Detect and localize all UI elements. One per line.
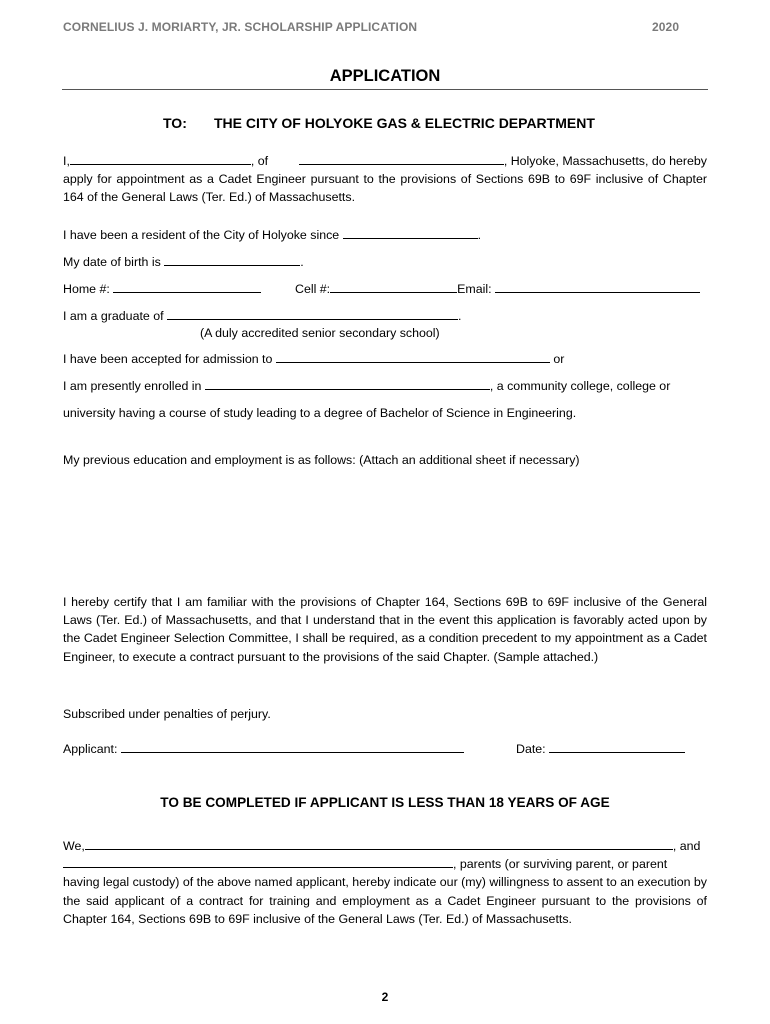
form-header-title: CORNELIUS J. MORIARTY, JR. SCHOLARSHIP APPLICATION [63, 20, 418, 34]
intro-rest-text: apply for appointment as a Cadet Engineer pursuant to the provisions of Sections 69B to 69F inclusive of Chapter 164 of the General Laws (Ter. Ed.) of Massachusetts. [63, 172, 707, 205]
applicant-signature-field[interactable] [121, 740, 464, 753]
intro-paragraph [63, 152, 707, 207]
date-line [516, 740, 685, 758]
guardian-names-field-2[interactable] [63, 855, 453, 868]
applicant-signature-line [63, 740, 464, 758]
minor-second-line [63, 855, 707, 873]
applicant-address-field[interactable] [299, 152, 504, 165]
intro-i-label: I, [63, 154, 70, 168]
cell-phone-field[interactable] [330, 280, 457, 293]
and-label: , and [672, 839, 701, 853]
intro-name-group [63, 152, 268, 170]
resident-since-field[interactable] [343, 226, 478, 239]
intro-first-line [63, 152, 707, 170]
enrolled-label: I am presently enrolled in [63, 379, 202, 393]
previous-education-area[interactable] [63, 472, 707, 584]
enrolled-school-field[interactable] [205, 377, 490, 390]
intro-address-group [299, 152, 707, 170]
cell-group [295, 280, 700, 298]
dob-line [63, 253, 304, 271]
accepted-line [63, 350, 564, 368]
contact-line [63, 280, 261, 298]
email-field[interactable] [495, 280, 700, 293]
minor-first-line [63, 837, 707, 855]
university-text: university having a course of study leading to a degree of Bachelor of Science in Engineering. [63, 406, 577, 420]
date-label: Date: [516, 742, 546, 756]
guardian-names-field[interactable] [85, 837, 673, 850]
minor-parents-group [63, 855, 667, 873]
dob-label: My date of birth is [63, 255, 161, 269]
previous-education-label: My previous education and employment is as follows: (Attach an additional sheet if necessary) [63, 453, 580, 467]
intro-of-label: , of [250, 154, 269, 168]
form-year: 2020 [652, 20, 680, 34]
resident-line [63, 226, 481, 244]
home-phone-field[interactable] [113, 280, 261, 293]
minor-paragraph [63, 837, 707, 928]
home-label: Home #: [63, 282, 110, 296]
graduate-label: I am a graduate of [63, 309, 164, 323]
resident-end: . [477, 228, 482, 242]
enrolled-end: , a community college, college or [489, 379, 671, 393]
to-label: TO: [163, 115, 187, 131]
minor-section-heading: TO BE COMPLETED IF APPLICANT IS LESS THAN 18 YEARS OF AGE [160, 795, 610, 810]
minor-rest-text: having legal custody) of the above named applicant, hereby indicate our (my) willingness to assent to an execution by the said applicant of a contract for training and employment as a Cadet Engineer pursuant to the provisions of Chapter 164, Sections 69B to 69F inclusive of the General Laws (Ter. Ed.) of Massachusetts. [63, 875, 707, 926]
intro-holyoke-label: , Holyoke, Massachusetts, do hereby [503, 154, 707, 168]
graduate-note: (A duly accredited senior secondary school) [200, 326, 440, 340]
email-label: Email: [457, 282, 492, 296]
recipient-line [163, 115, 595, 131]
applicant-label: Applicant: [63, 742, 118, 756]
certification-paragraph: I hereby certify that I am familiar with the provisions of Chapter 164, Sections 69B to 69F inclusive of the General Laws (Ter. Ed.) of Massachusetts, and that I understand that in the event this application is favorably acted upon by the Cadet Engineer Selection Committee, I shall be required, as a condition precedent to my appointment as a Cadet Engineer, to execute a contract pursuant to the provisions of the said Chapter. (Sample attached.) [63, 595, 707, 664]
parents-label: , parents (or surviving parent, or parent [453, 857, 668, 872]
graduate-line [63, 307, 461, 325]
page-title: APPLICATION [329, 67, 441, 85]
dob-field[interactable] [164, 253, 300, 266]
accepted-end: or [553, 352, 565, 366]
cell-label: Cell #: [295, 282, 331, 296]
applicant-name-field[interactable] [70, 152, 251, 165]
high-school-field[interactable] [167, 307, 458, 320]
dob-end: . [300, 255, 304, 269]
recipient-name: THE CITY OF HOLYOKE GAS & ELECTRIC DEPARTMENT [214, 115, 595, 131]
date-field[interactable] [549, 740, 685, 753]
minor-we-group [63, 837, 700, 855]
title-rule [62, 89, 708, 90]
accepted-school-field[interactable] [276, 350, 550, 363]
perjury-statement: Subscribed under penalties of perjury. [63, 707, 271, 721]
graduate-end: . [458, 309, 462, 323]
accepted-label: I have been accepted for admission to [63, 352, 273, 366]
enrolled-line [63, 377, 670, 395]
page-number: 2 [381, 990, 389, 1004]
resident-label: I have been a resident of the City of Holyoke since [63, 228, 340, 242]
we-label: We, [63, 839, 85, 853]
